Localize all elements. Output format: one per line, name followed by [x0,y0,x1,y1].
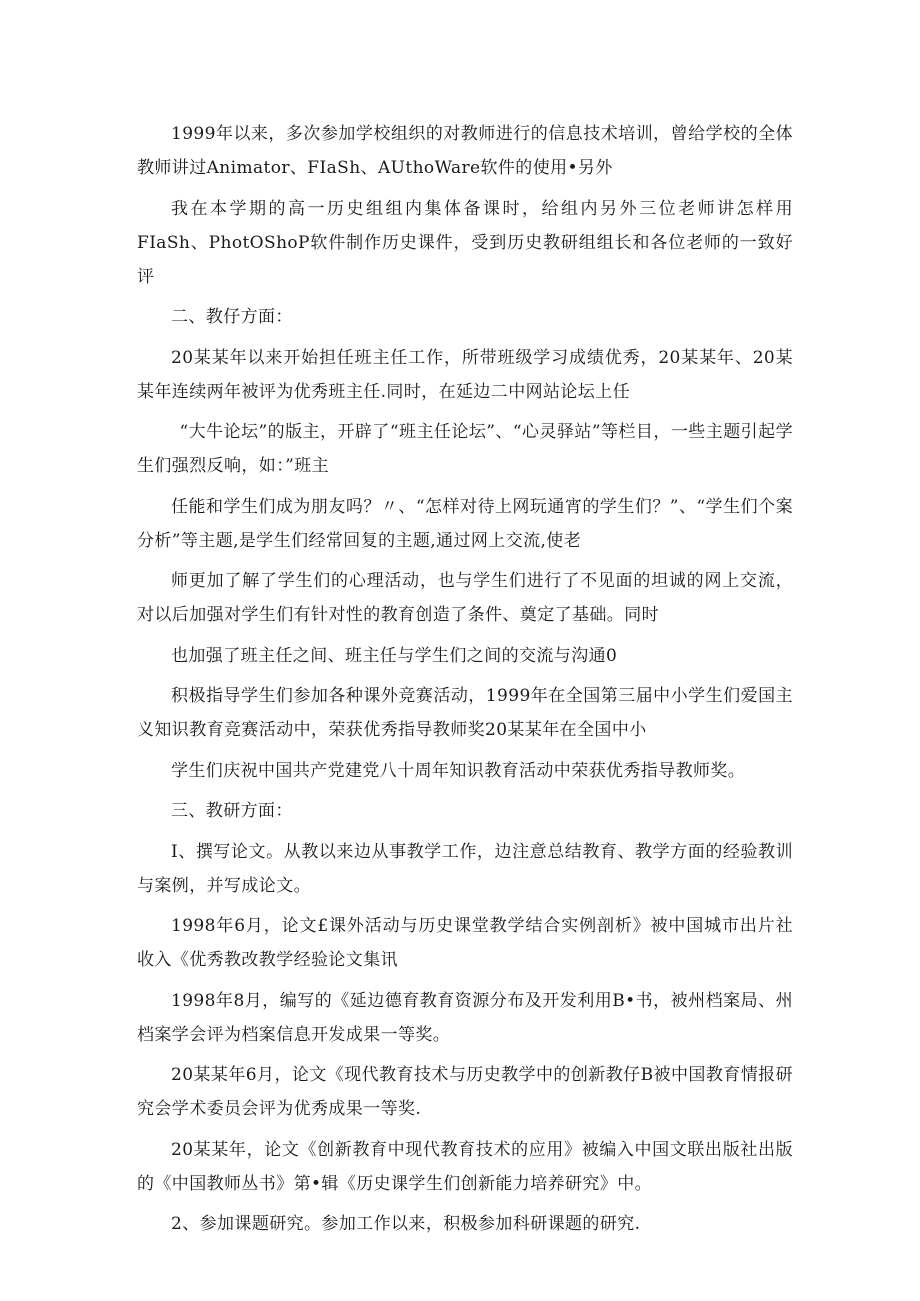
paragraph-collective-lesson-prep: 我在本学期的高一历史组组内集体备课时，给组内另外三位老师讲怎样用FIaSh、PhotOShoP软件制作历史课件，受到历史教研组组长和各位老师的一致好评 [137,198,793,287]
section-heading-research: 三、教研方面： [171,801,293,821]
paragraph-research-projects: 2、参加课题研究。参加工作以来，积极参加科研课题的研究. [171,1214,641,1234]
paragraph-book-1998-august: 1998年8月，编写的《延边德育教育资源分布及开发利用B•书，被州档案局、州档案学会评为档案信息开发成果一等奖。 [137,990,793,1045]
paragraph-paper-1998-june: 1998年6月，论文£课外活动与历史课堂教学结合实例剖析》被中国城市出片社收入《优秀教改教学经验论文集讯 [137,916,793,970]
paragraph-party-anniversary-award: 学生们庆祝中国共产党建党八十周年知识教育活动中荣获优秀指导教师奖。 [171,760,746,781]
paragraph-head-teacher: 20某某年以来开始担任班主任工作，所带班级学习成绩优秀，20某某年、20某某年连续两年被评为优秀班主任.同时，在延边二中网站论坛上任 [137,347,793,402]
paragraph-paper-innovation: 20某某年，论文《创新教育中现代教育技术的应用》被编入中国文联出版社出版的《中国教师丛书》第•辑《历史课学生们创新能力培养研究》中。 [137,1139,793,1194]
paragraph-forum-moderator: “大牛论坛”的版主，开辟了“班主任论坛”、“心灵驿站”等栏目，一些主题引起学生们强烈反响，如：”班主 [137,422,793,476]
paragraph-competitions: 积极指导学生们参加各种课外竞赛活动，1999年在全国第三届中小学生们爱国主义知识教育竞赛活动中，荣获优秀指导教师奖20某某年在全国中小 [137,686,793,740]
paragraph-forum-topics: 任能和学生们成为朋友吗？〃、“怎样对待上网玩通宵的学生们？”、“学生们个案分析”等主题,是学生们经常回复的主题,通过网上交流,使老 [137,496,793,551]
paragraph-paper-june: 20某某年6月，论文《现代教育技术与历史教学中的创新教仔B被中国教育情报研究会学术委员会评为优秀成果一等奖. [137,1065,793,1119]
paragraph-training: 1999年以来，多次参加学校组织的对教师进行的信息技术培训，曾给学校的全体教师讲过Animator、FIaSh、AUthoWare软件的使用•另外 [137,124,793,178]
paragraph-communication: 也加强了班主任之间、班主任与学生们之间的交流与沟通0 [171,645,618,666]
paragraph-psychology-understanding: 师更加了解了学生们的心理活动，也与学生们进行了不见面的坦诚的网上交流，对以后加强对学生们有针对性的教育创造了条件、奠定了基础。同时 [137,571,793,625]
paragraph-writing-papers: I、撰写论文。从教以来边从事教学工作，边注意总结教育、教学方面的经验教训与案例，并写成论文。 [137,841,793,896]
document-body [137,117,793,1248]
section-heading-teaching: 二、教仔方面： [171,307,293,327]
